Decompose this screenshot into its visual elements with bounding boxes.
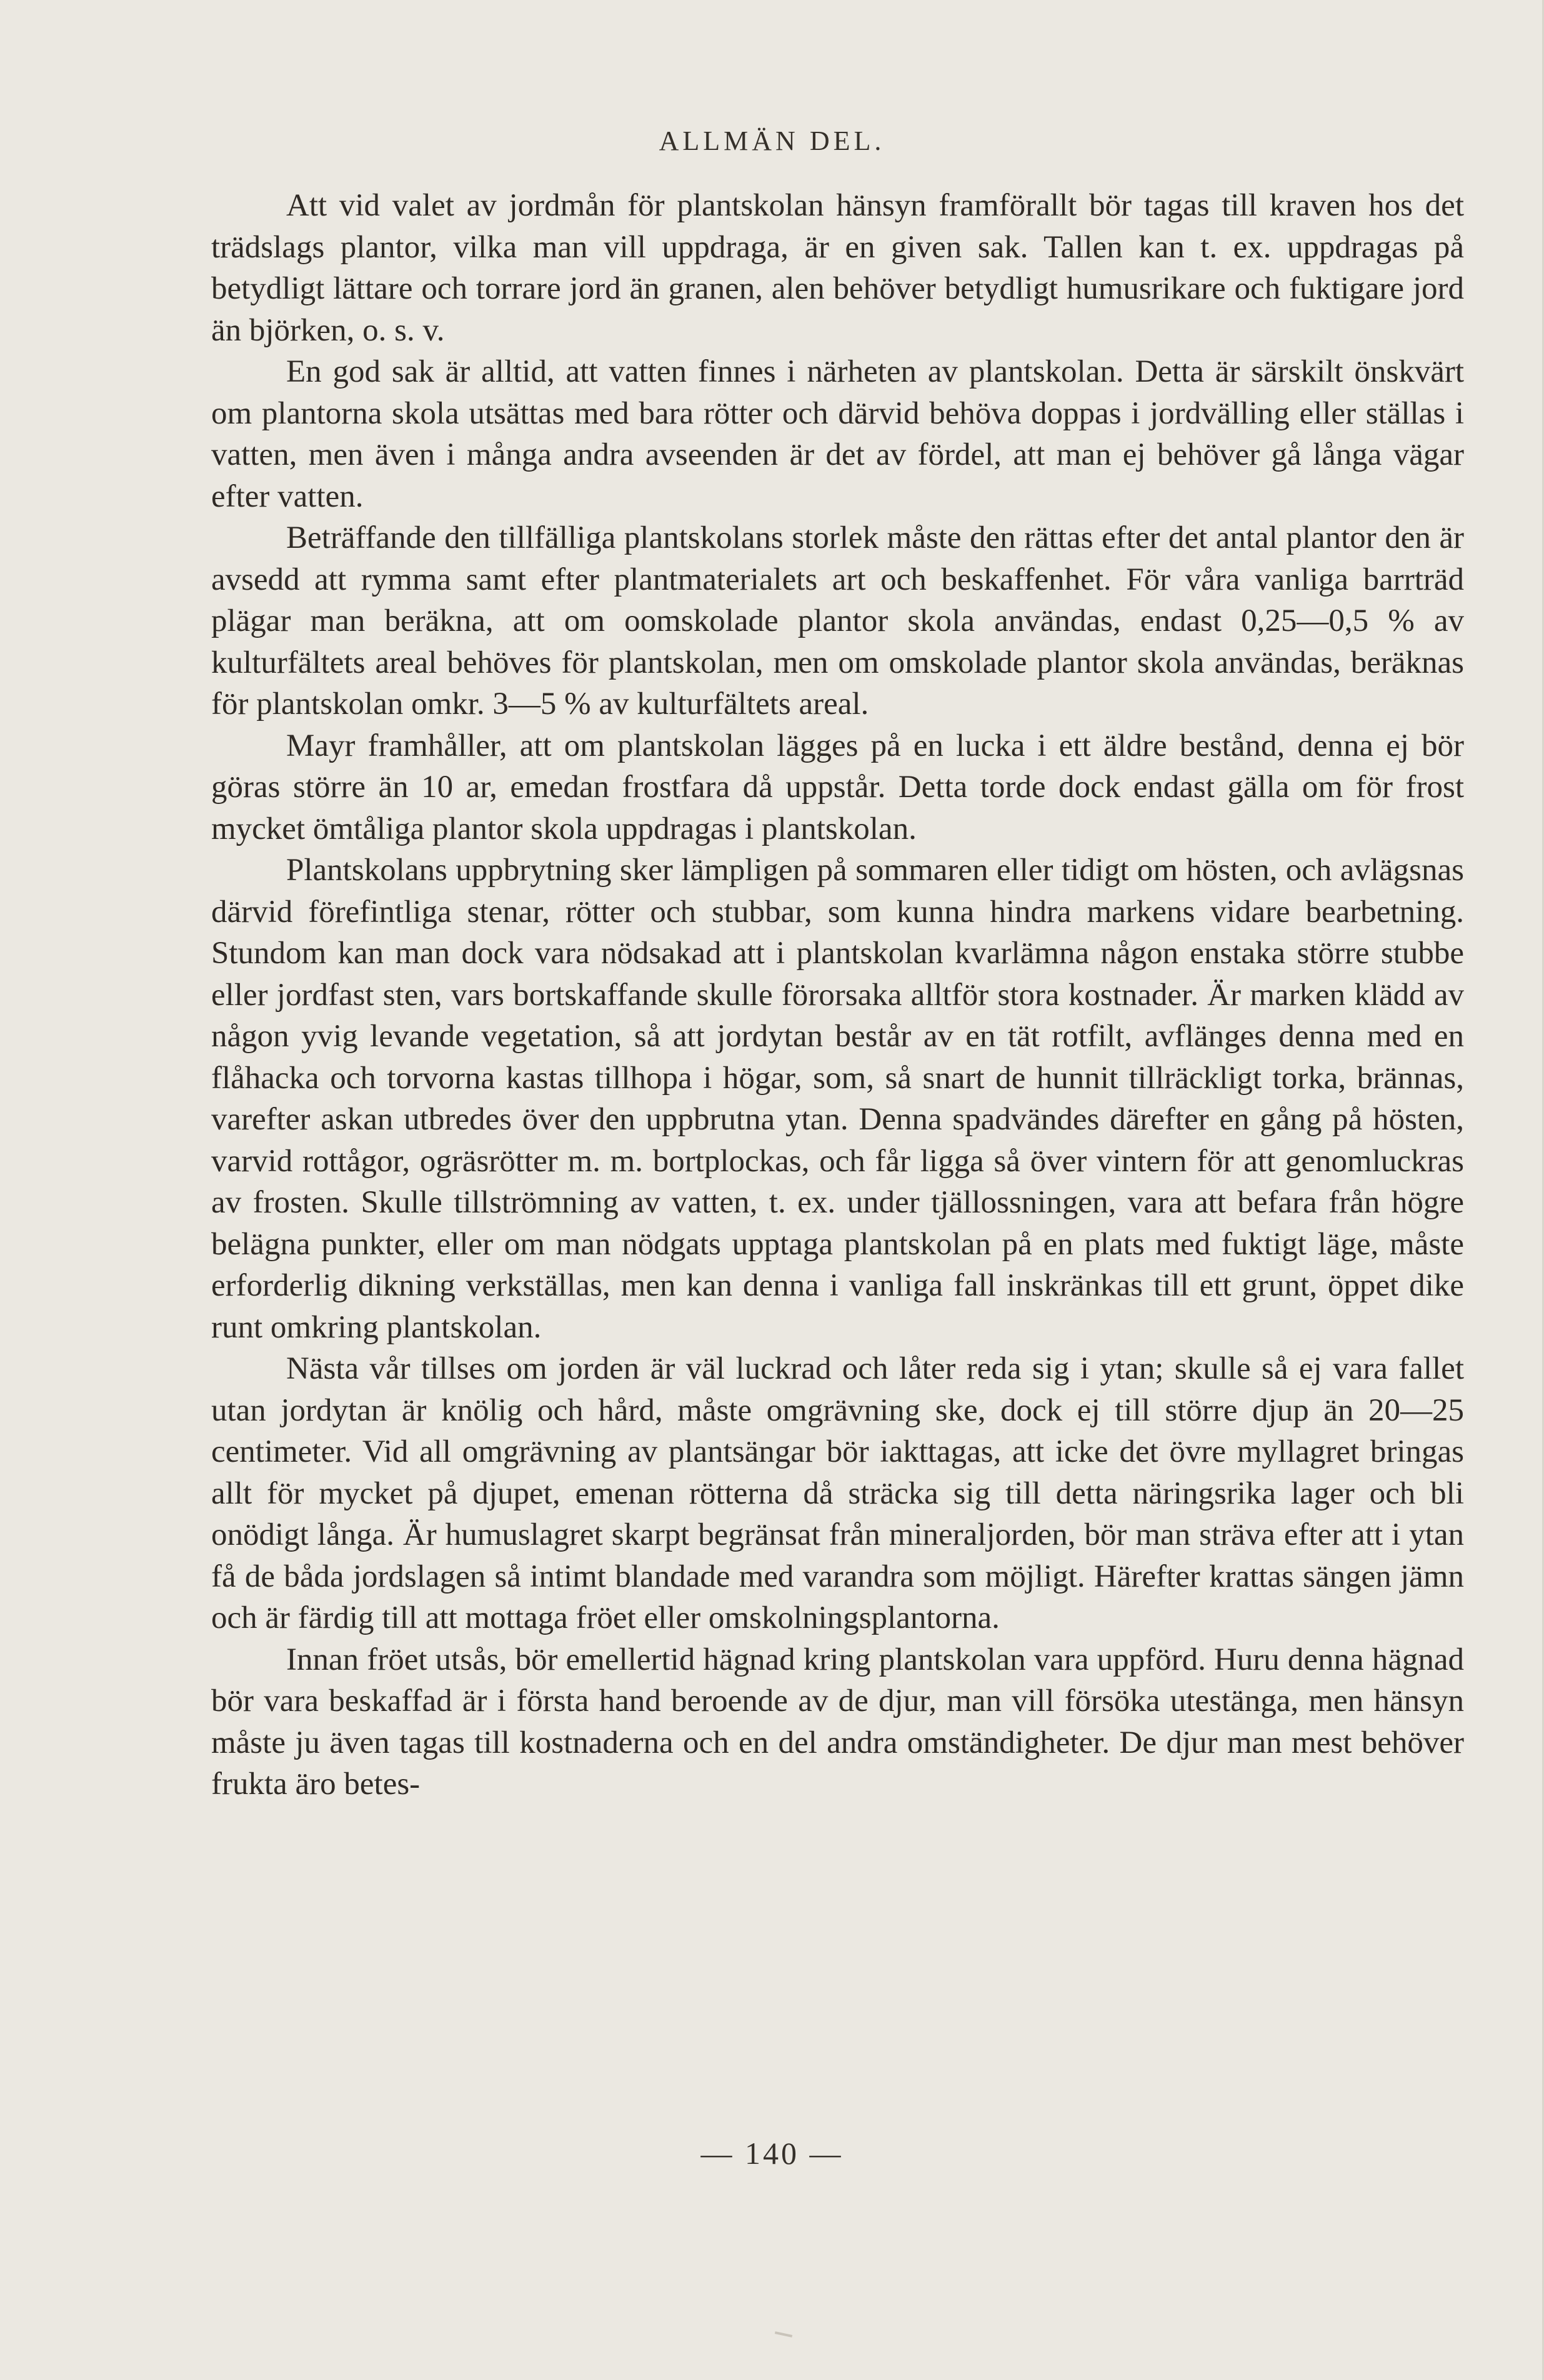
paragraph-5: Plantskolans uppbrytning sker lämpligen på sommaren eller tidigt om hösten, och avlägsnas därvid förefintliga stenar, rötter och stubbar, som kunna hindra markens vidare bearbetning. Stundom kan man dock vara nödsakad att i plantskolan kvarlämna någon enstaka större stubbe eller jordfast sten, vars bortskaffande skulle förorsaka alltför stora kostnader. Är marken klädd av någon yvig levande vegetation, så att jordytan består av en tät rotfilt, avflänges denna med en flåhacka och torvorna kastas tillhopa i högar, som, så snart de hunnit tillräckligt torka, brännas, varefter askan utbredes över den uppbrutna ytan. Denna spadvändes därefter en gång på hösten, varvid rottågor, ogräsrötter m. m. bortplockas, och får ligga så över vintern för att genomluckras av frosten. Skulle tillströmning av vatten, t. ex. under tjällossningen, vara att befara från högre belägna punkter, eller om man nödgats upptaga plantskolan på en plats med fuktigt läge, måste erforderlig dikning verkställas, men kan denna i vanliga fall inskränkas till ett grunt, öppet dike runt omkring plantskolan. bbox=[211, 853, 1464, 1345]
paragraph-4: Mayr framhåller, att om plantskolan lägges på en lucka i ett äldre bestånd, denna ej bör göras större än 10 ar, emedan frostfara då uppstår. Detta torde dock endast gälla om för frost mycket ömtåliga plantor skola uppdragas i plantskolan. bbox=[211, 728, 1464, 846]
running-head: ALLMÄN DEL. bbox=[659, 126, 885, 156]
page-number: — 140 — bbox=[700, 2136, 844, 2171]
body-text bbox=[211, 185, 1464, 1805]
paragraph-6: Nästa vår tillses om jorden är väl luckrad och låter reda sig i ytan; skulle så ej vara fallet utan jordytan är knölig och hård, måste omgrävning ske, dock ej till större djup än 20—25 centimeter. Vid all omgrävning av plantsängar bör iakttagas, att icke det övre myllagret bringas allt för mycket på djupet, emenan rötterna då sträcka sig till detta näringsrika lager och bli onödigt långa. Är humuslagret skarpt begränsat från mineraljorden, bör man sträva efter att i ytan få de båda jordslagen så intimt blandade med varandra som möjligt. Härefter krattas sängen jämn och är färdig till att mottaga fröet eller omskolningsplantorna. bbox=[211, 1351, 1464, 1635]
paragraph-2: En god sak är alltid, att vatten finnes i närheten av plantskolan. Detta är särskilt önskvärt om plantorna skola utsättas med bara rötter och därvid behöva doppas i jordvälling eller ställas i vatten, men även i många andra avseenden är det av fördel, att man ej behöver gå långa vägar efter vatten. bbox=[211, 354, 1464, 514]
paragraph-1: Att vid valet av jordmån för plantskolan hänsyn framförallt bör tagas till kraven hos det trädslags plantor, vilka man vill uppdraga, är en given sak. Tallen kan t. ex. uppdragas på betydligt lättare och torrare jord än granen, alen behöver betydligt humusrikare och fuktigare jord än björken, o. s. v. bbox=[211, 188, 1464, 348]
paper-blemish bbox=[775, 2331, 792, 2338]
paragraph-3: Beträffande den tillfälliga plantskolans storlek måste den rättas efter det antal plantor den är avsedd att rymma samt efter plantmaterialets art och beskaffenhet. För våra vanliga barrträd plägar man beräkna, att om oomskolade plantor skola användas, endast 0,25—0,5 % av kulturfältets areal behöves för plantskolan, men om omskolade plantor skola användas, beräknas för plantskolan omkr. 3—5 % av kulturfältets areal. bbox=[211, 520, 1464, 721]
paragraph-7: Innan fröet utsås, bör emellertid hägnad kring plantskolan vara uppförd. Huru denna hägnad bör vara beskaffad är i första hand beroende av de djur, man vill försöka utestänga, men hänsyn måste ju även tagas till kostnaderna och en del andra omständigheter. De djur man mest behöver frukta äro betes- bbox=[211, 1642, 1464, 1802]
